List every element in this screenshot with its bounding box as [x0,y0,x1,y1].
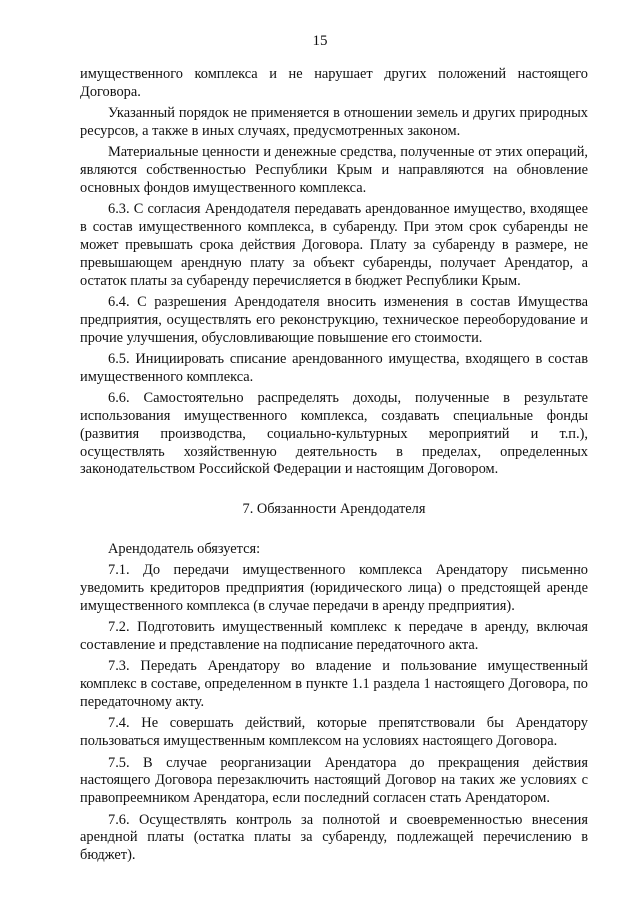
clause-7-4: 7.4. Не совершать действий, которые препятствовали бы Арендатору пользоваться имущественным комплексом на условиях настоящего Договора. [80,715,588,750]
clause-6-3: 6.3. С согласия Арендодателя передавать арендованное имущество, входящее в состав имущественного комплекса, в субаренду. При этом срок субаренды не может превышать срока действия Договора. Плату за субаренду в размере, не превышающем арендную плату за объект субаренды, получает Арендатор, а остаток платы за субаренду перечисляется в бюджет Республики Крым. [80,201,588,289]
clause-6-5: 6.5. Инициировать списание арендованного имущества, входящего в состав имущественного комплекса. [80,350,588,385]
paragraph: имущественного комплекса и не нарушает других положений настоящего Договора. [80,66,588,100]
clause-6-4: 6.4. С разрешения Арендодателя вносить изменения в состав Имущества предприятия, осуществлять его реконструкцию, техническое переоборудование и прочие улучшения, обусловливающие повышение его стоимости. [80,293,588,346]
paragraph: Указанный порядок не применяется в отношении земель и других природных ресурсов, а также в иных случаях, предусмотренных законом. [80,105,588,139]
clause-7-6: 7.6. Осуществлять контроль за полнотой и своевременностью внесения арендной платы (остатка платы за субаренду, подлежащей перечислению в бюджет). [80,811,588,864]
page-number: 15 [312,33,328,49]
document-body [80,66,588,865]
paragraph: Материальные ценности и денежные средства, полученные от этих операций, являются собственностью Республики Крым и направляются на обновление основных фондов имущественного комплекса. [80,144,588,196]
paragraphs-after [80,541,588,865]
clause-7-5: 7.5. В случае реорганизации Арендатора до прекращения действия настоящего Договора перезаключить настоящий Договор на таких же условиях с правопреемником Арендатора, если последний согласен стать Арендатором. [80,754,588,807]
clause-7-3: 7.3. Передать Арендатору во владение и пользование имущественный комплекс в составе, определенном в пункте 1.1 раздела 1 настоящего Договора, по передаточному акту. [80,658,588,711]
paragraph: Арендодатель обязуется: [108,540,261,557]
clause-7-2: 7.2. Подготовить имущественный комплекс к передаче в аренду, включая составление и представление на подписание передаточного акта. [80,619,588,654]
clause-6-6: 6.6. Самостоятельно распределять доходы, полученные в результате использования имущественного комплекса, создавать специальные фонды (развития производства, социально-культурных мероприятий и т.п.), осуществлять хозяйственную деятельность в пределах, определенных законодательством Российской Федерации и настоящим Договором. [80,390,588,478]
clause-7-1: 7.1. До передачи имущественного комплекса Арендатору письменно уведомить кредиторов предприятия (юридического лица) о предстоящей аренде имущественного комплекса (в случае передачи в аренду предприятия). [80,562,588,614]
section-title: 7. Обязанности Арендодателя [242,501,426,518]
paragraphs-before [80,66,588,479]
